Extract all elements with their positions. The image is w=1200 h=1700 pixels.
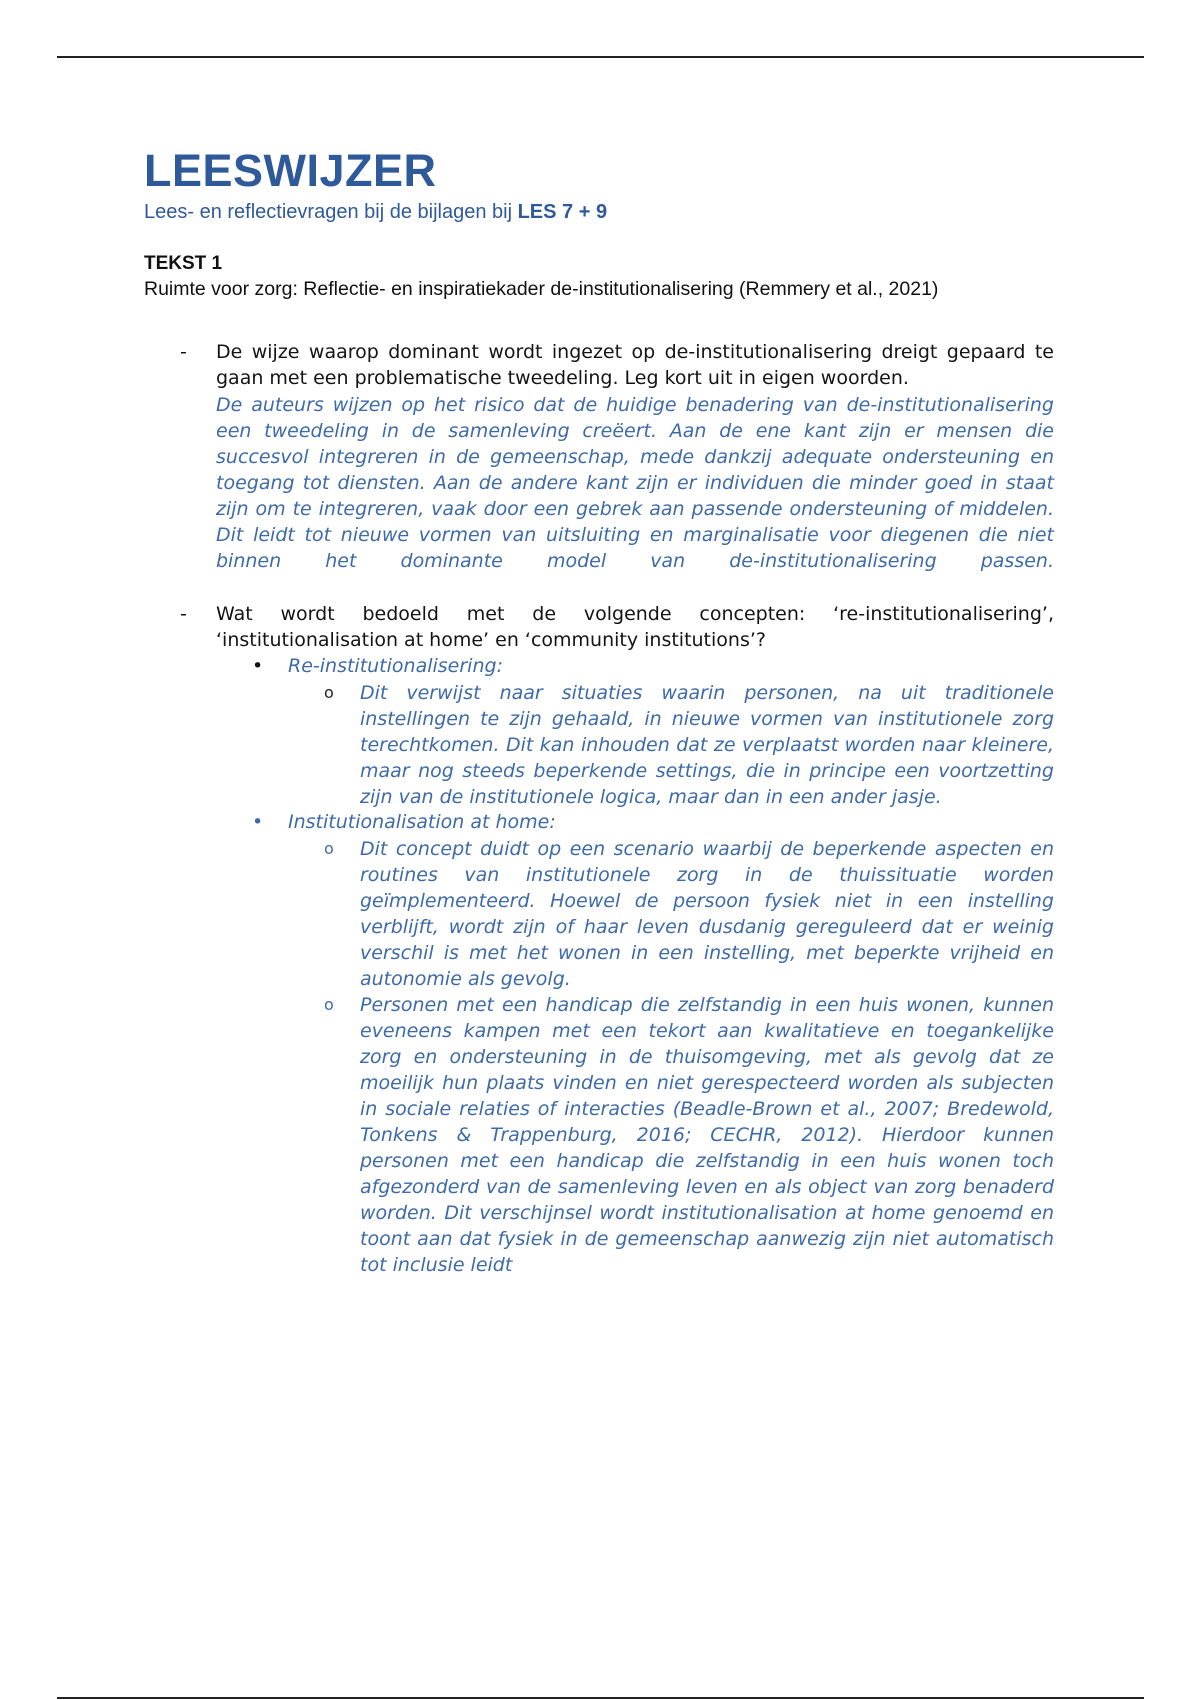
explanation-text: Personen met een handicap die zelfstandig in een huis wonen, kunnen eveneens kampen met een tekort aan kwalitatieve en toegankelijke zorg en ondersteuning in de thuisomgeving, met als gevolg dat ze moeilijk hun plaats vinden en niet gerespecteerd worden als subjecten in sociale relaties of interacties (Beadle-Brown et al., 2007; Bredewold, Tonkens & Trappenburg, 2016; CECHR, 2012). Hierdoor kunnen personen met een handicap die zelfstandig in een huis wonen toch afgezonderd van de samenleving leven en als object van zorg benaderd worden. Dit verschijnsel wordt institutionalisation at home genoemd en toont aan dat fysiek in de gemeenschap aanwezig zijn niet automatisch tot inclusie leidt: [360, 993, 1054, 1276]
explanation-text: Dit concept duidt op een scenario waarbij de beperkende aspecten en routines van institutionele zorg in de thuissituatie worden geïmplementeerd. Hoewel de persoon fysiek niet in een instelling verblijft, wordt zijn of haar leven dusdanig gereguleerd dat er weinig verschil is met het wonen in een instelling, met beperkte vrijheid en autonomie als gevolg.: [360, 837, 1054, 990]
dash-marker: -: [180, 341, 187, 364]
circle-bullet-icon: o: [324, 838, 334, 858]
page-title: LEESWIJZER: [144, 145, 437, 196]
question-item: [144, 602, 1054, 1278]
question-text: Wat wordt bedoeld met de volgende concepten: ‘re-institutionalisering’, ‘institutionalisation at home’ en ‘community institutions’?: [216, 603, 1054, 652]
bottom-rule: [57, 1697, 1144, 1699]
document-body: [144, 145, 1054, 1278]
circle-bullet-icon: o: [324, 682, 334, 702]
circle-bullet-icon: o: [324, 994, 334, 1014]
bullet-icon: •: [252, 654, 264, 677]
dash-marker: -: [180, 603, 187, 626]
page-subtitle: [144, 200, 1054, 224]
concept-item: [216, 810, 1054, 1278]
concept-label: Institutionalisation at home:: [288, 810, 556, 833]
bullet-icon: •: [252, 810, 264, 833]
top-rule: [57, 56, 1144, 58]
subtitle-text: Lees- en reflectievragen bij de bijlagen bij: [144, 201, 518, 223]
answer-text: De auteurs wijzen op het risico dat de huidige benadering van de-institutionalisering een tweedeling in de samenleving creëert. Aan de ene kant zijn er mensen die succesvol integreren in de gemeenschap, mede dankzij adequate ondersteuning en toegang tot diensten. Aan de andere kant zijn er individuen die minder goed in staat zijn om te integreren, vaak door een gebrek aan passende ondersteuning of middelen. Dit leidt tot nieuwe vormen van uitsluiting en marginalisatie voor diegenen die niet binnen het dominante model van de-institutionalisering passen.: [216, 394, 1054, 573]
concept-item: [216, 654, 1054, 810]
section-label: TEKST 1: [144, 253, 223, 274]
concept-explanation: [288, 836, 1054, 992]
section-title: Ruimte voor zorg: Reflectie- en inspiratiekader de-institutionalisering (Remmery et al., 2021): [144, 277, 939, 300]
subtitle-lesson: LES 7 + 9: [517, 201, 608, 223]
concept-label: Re-institutionalisering:: [288, 654, 503, 677]
question-item: [144, 340, 1054, 574]
concept-explanation: [288, 992, 1054, 1278]
question-text: De wijze waarop dominant wordt ingezet op de-institutionalisering dreigt gepaard te gaan met een problematische tweedeling. Leg kort uit in eigen woorden.: [216, 341, 1054, 390]
concept-explanation: [288, 680, 1054, 810]
explanation-text: Dit verwijst naar situaties waarin personen, na uit traditionele instellingen te zijn gehaald, in nieuwe vormen van institutionele zorg terechtkomen. Dit kan inhouden dat ze verplaatst worden naar kleinere, maar nog steeds beperkende settings, die in principe een voortzetting zijn van de institutionele logica, maar dan in een ander jasje.: [360, 681, 1054, 808]
